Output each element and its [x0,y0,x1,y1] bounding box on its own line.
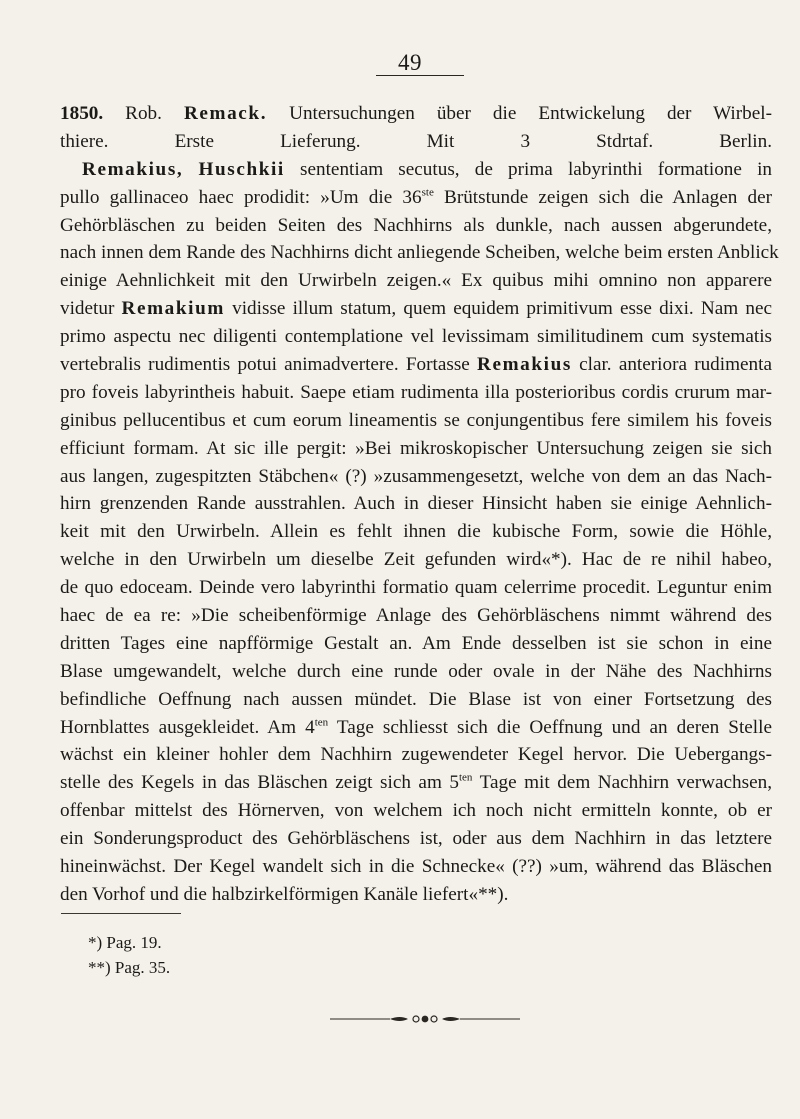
text-run: dritten Tages eine napfförmige Gestalt an. Am Ende desselben ist sie schon in eine [60,632,772,654]
text-line [60,156,772,184]
text-line [60,714,772,742]
text-line [60,546,772,574]
text-line [60,518,772,546]
end-ornament [330,1012,520,1026]
text-line [60,602,772,630]
text-line [60,881,772,909]
footnote-marker: *) [88,933,103,952]
page-number-underline [376,75,464,76]
footnote-text: Pag. 35. [114,958,171,977]
text-run [183,159,198,180]
text-run: ein Sonderungsproduct des Gehörbläschens ist, oder aus dem Nachhirn in das letztere [60,828,772,850]
text-line [60,853,772,881]
text-run: haec de ea re: »Die scheibenförmige Anlage des Gehörbläschens nimmt während des [60,605,772,627]
text-run: Gehörbläschen zu beiden Seiten des Nachhirns als dunkle, nach aussen abgerundete, [60,214,772,236]
page-number: 49 [398,50,422,75]
text-run: ten [314,716,329,729]
text-run: Brütstunde zeigen sich die Anlagen der [433,186,772,208]
text-run: befindliche Oeffnung nach aussen mündet. Die Blase ist von einer Fortsetzung des [60,688,772,710]
text-run: thiere. Erste Lieferung. Mit 3 Stdrtaf. Berlin. [60,130,772,152]
text-line [60,184,772,212]
text-line [60,295,772,323]
text-run: hineinwächst. Der Kegel wandelt sich in die Schnecke« (??) »um, während das Bläschen [60,856,772,878]
text-run: Tage mit dem Nachhirn verwachsen, [472,772,772,794]
text-run: vidisse illum statum, quem equidem primitivum esse dixi. Nam nec [224,298,772,320]
text-run: vertebralis rudimentis potui animadvertere. Fortasse [60,354,478,376]
footnotes [88,930,170,980]
footnote-marker: **) [88,958,111,977]
text-run: welche in den Urwirbeln um dieselbe Zeit gefunden wird«*). Hac de re nihil habeo, [60,549,772,571]
text-line [60,323,772,351]
text-run: den Vorhof und die halbzirkelförmigen Kanäle liefert«**). [60,883,509,905]
text-line [60,379,772,407]
text-line [60,741,772,769]
text-line [60,239,779,267]
text-run: Untersuchungen über die Entwickelung der Wirbel- [267,103,772,124]
footnote-2 [88,955,170,980]
entry-year: 1850. [60,103,104,124]
text-run: sententiam secutus, de prima labyrinthi formatione in [284,158,772,180]
text-line [60,490,772,518]
text-line [60,100,772,128]
text-run: de quo edoceam. Deinde vero labyrinthi formatio quam celerrime procedit. Leguntur enim [60,577,772,599]
author-name: Remakium [121,298,225,320]
footnote-separator [61,913,181,914]
text-line [60,797,772,825]
text-line [60,435,772,463]
text-line [60,825,772,853]
text-run: stelle des Kegels in das Bläschen zeigt sich am 5 [60,772,459,794]
footnote-text: Pag. 19. [106,933,162,952]
text-line [60,128,772,156]
text-line [60,658,772,686]
text-run: nach innen dem Rande des Nachhirns dicht anliegende Scheiben, welche beim ersten Anblick [60,242,779,264]
text-run: Rob. [103,103,184,124]
text-run: ste [421,186,434,199]
text-line [60,574,772,602]
text-line [60,212,772,240]
text-run: efficiunt formam. At sic ille pergit: »Bei mikroskopischer Untersuchung zeigen sie sich [60,437,772,459]
text-line [60,769,772,797]
text-run: hirn grenzenden Rande ausstrahlen. Auch in dieser Hinsicht haben sie einige Aehnlich- [60,493,772,515]
author-name: Remakius, [82,158,184,180]
text-line [60,351,772,379]
text-run: Blase umgewandelt, welche durch eine runde oder ovale in der Nähe des Nachhirns [60,660,772,682]
footnote-1 [88,930,170,955]
text-run: Hornblattes ausgekleidet. Am 4 [60,716,315,738]
author-name: Remack. [183,103,268,124]
text-run: ten [458,771,473,784]
text-run: Tage schliesst sich die Oeffnung und an deren Stelle [328,716,772,738]
text-line [60,463,772,491]
text-run: videtur [60,298,122,320]
author-name: Huschkii [198,158,285,180]
text-run: pullo gallinaceo haec prodidit: »Um die 36 [60,186,422,208]
text-run: pro foveis labyrintheis habuit. Saepe etiam rudimenta illa posterioribus cordis crurum mar- [60,381,772,403]
text-line [60,267,772,295]
text-run: wächst ein kleiner hohler dem Nachhirn zugewendeter Kegel hervor. Die Uebergangs- [60,744,772,766]
text-run: einige Aehnlichkeit mit den Urwirbeln zeigen.« Ex quibus mihi omnino non apparere [60,270,772,292]
text-line [60,686,772,714]
text-run: offenbar mittelst des Hörnerven, von welchem ich noch nicht ermitteln konnte, ob er [60,800,772,822]
text-run: aus langen, zugespitzten Stäbchen« (?) »zusammengesetzt, welche von dem an das Nach- [60,465,772,487]
text-run: primo aspectu nec diligenti contemplatione vel levissimam similitudinem cum systematis [60,326,772,348]
bibliographic-entry-text [60,100,779,909]
text-line [60,407,772,435]
text-run: ginibus pellucentibus et cum eorum lineamentis se conjungentibus fere similem his foveis [60,409,772,431]
text-run: keit mit den Urwirbeln. Allein es fehlt ihnen die kubische Form, sowie die Höhle, [60,521,772,543]
text-run: clar. anteriora rudimenta [571,354,772,376]
author-name: Remakius [477,354,572,376]
text-line [60,630,772,658]
